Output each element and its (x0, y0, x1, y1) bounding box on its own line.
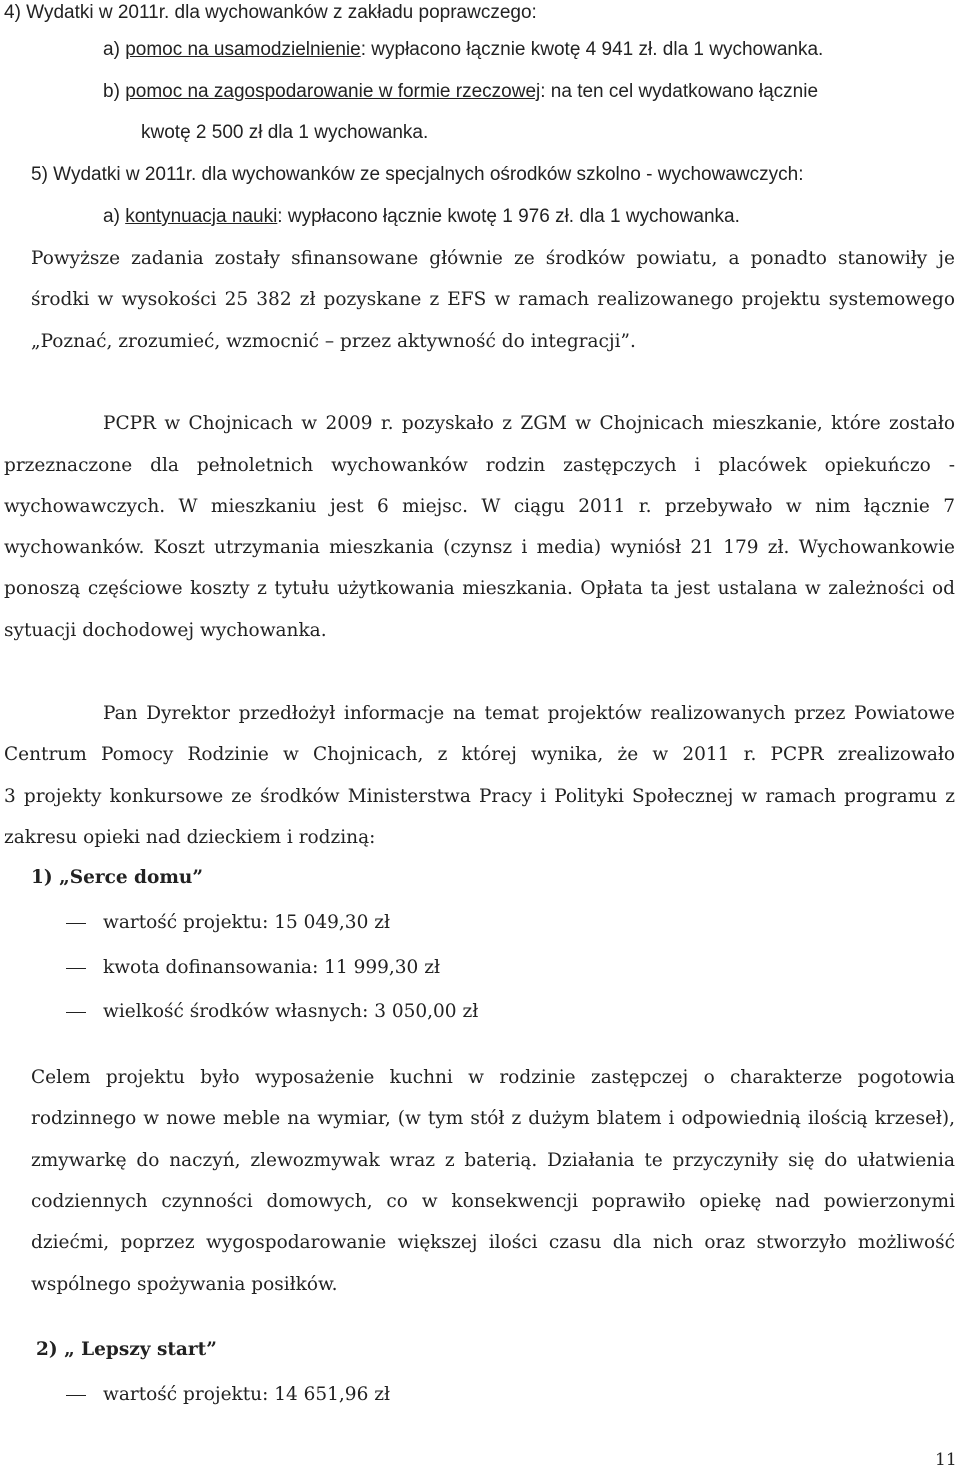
project-1-desc-line-1: Celem projektu było wyposażenie kuchni w rodzinie zastępczej o charakterze pogotowia (31, 1067, 955, 1088)
section-5-item-a: a) kontynuacja nauki: wypłacono łącznie kwotę 1 976 zł. dla 1 wychowanka. (103, 206, 740, 227)
pcpr-line-1: PCPR w Chojnicach w 2009 r. pozyskało z ZGM w Chojnicach mieszkanie, które zostało (103, 413, 955, 434)
project-1-title: 1) „Serce domu” (31, 867, 204, 888)
project-1-desc-line-2: rodzinnego w nowe meble na wymiar, (w tym stół z dużym blatem i odpowiednią ilością krzeseł), (31, 1108, 955, 1129)
project-1-desc-line-5: dziećmi, poprzez wygospodarowanie większej ilości czasu dla nich oraz stworzyło możliwość (31, 1232, 955, 1253)
project-1-own-funds: wielkość środków własnych: 3 050,00 zł (103, 1001, 479, 1022)
pcpr-line-4: wychowanków. Koszt utrzymania mieszkania (czynsz i media) wyniósł 21 179 zł. Wychowankowie (4, 537, 955, 558)
pcpr-line-6: sytuacji dochodowej wychowanka. (4, 620, 327, 641)
financing-line-1: Powyższe zadania zostały sfinansowane głównie ze środków powiatu, a ponadto stanowiły je (31, 248, 955, 269)
dash-bullet (66, 1012, 86, 1013)
financing-line-2: środki w wysokości 25 382 zł pozyskane z EFS w ramach realizowanego projektu systemowego (31, 289, 955, 310)
section-4-item-b: b) pomoc na zagospodarowanie w formie rzeczowej: na ten cel wydatkowano łącznie (103, 81, 819, 102)
item-b-topic: pomoc na zagospodarowanie w formie rzeczowej (125, 81, 541, 102)
director-line-2: Centrum Pomocy Rodzinie w Chojnicach, z której wynika, że w 2011 r. PCPR zrealizowało (4, 744, 955, 765)
pcpr-line-3: wychowawczych. W mieszkaniu jest 6 miejsc. W ciągu 2011 r. przebywało w nim łącznie 7 (4, 496, 955, 517)
pcpr-line-5: ponoszą częściowe koszty z tytułu użytkowania mieszkania. Opłata ta jest ustalana w zależności od (4, 578, 955, 599)
project-1-funding: kwota dofinansowania: 11 999,30 zł (103, 957, 440, 978)
financing-line-3: „Poznać, zrozumieć, wzmocnić – przez aktywność do integracji”. (31, 331, 636, 352)
project-1-desc-line-4: codziennych czynności domowych, co w konsekwencji poprawiło opiekę nad powierzonymi (31, 1191, 955, 1212)
project-2-value: wartość projektu: 14 651,96 zł (103, 1384, 390, 1405)
project-1-desc-line-3: zmywarkę do naczyń, zlewozmywak wraz z baterią. Działania te przyczyniły się do ułatwienia (31, 1150, 955, 1171)
dash-bullet (66, 1395, 86, 1396)
director-line-1: Pan Dyrektor przedłożył informacje na temat projektów realizowanych przez Powiatowe (103, 703, 955, 724)
section-5-header: 5) Wydatki w 2011r. dla wychowanków ze specjalnych ośrodków szkolno - wychowawczych: (31, 164, 804, 185)
project-1-value: wartość projektu: 15 049,30 zł (103, 912, 390, 933)
project-2-title: 2) „ Lepszy start” (36, 1339, 217, 1360)
director-line-4: zakresu opieki nad dzieckiem i rodziną: (4, 827, 376, 848)
section-4-header: 4) Wydatki w 2011r. dla wychowanków z zakładu poprawczego: (4, 2, 537, 23)
item-a-topic: pomoc na usamodzielnienie (125, 39, 361, 60)
item-a-topic: kontynuacja nauki (125, 206, 278, 227)
dash-bullet (66, 968, 86, 969)
section-4-item-a: a) pomoc na usamodzielnienie: wypłacono łącznie kwotę 4 941 zł. dla 1 wychowanka. (103, 39, 824, 60)
director-line-3: 3 projekty konkursowe ze środków Ministerstwa Pracy i Polityki Społecznej w ramach programu z (4, 786, 955, 807)
pcpr-line-2: przeznaczone dla pełnoletnich wychowanków rodzin zastępczych i placówek opiekuńczo - (4, 455, 955, 476)
page-number: 11 (935, 1450, 957, 1470)
section-4-item-b-continuation: kwotę 2 500 zł dla 1 wychowanka. (141, 122, 429, 143)
project-1-desc-line-6: wspólnego spożywania posiłków. (31, 1274, 338, 1295)
dash-bullet (66, 923, 86, 924)
